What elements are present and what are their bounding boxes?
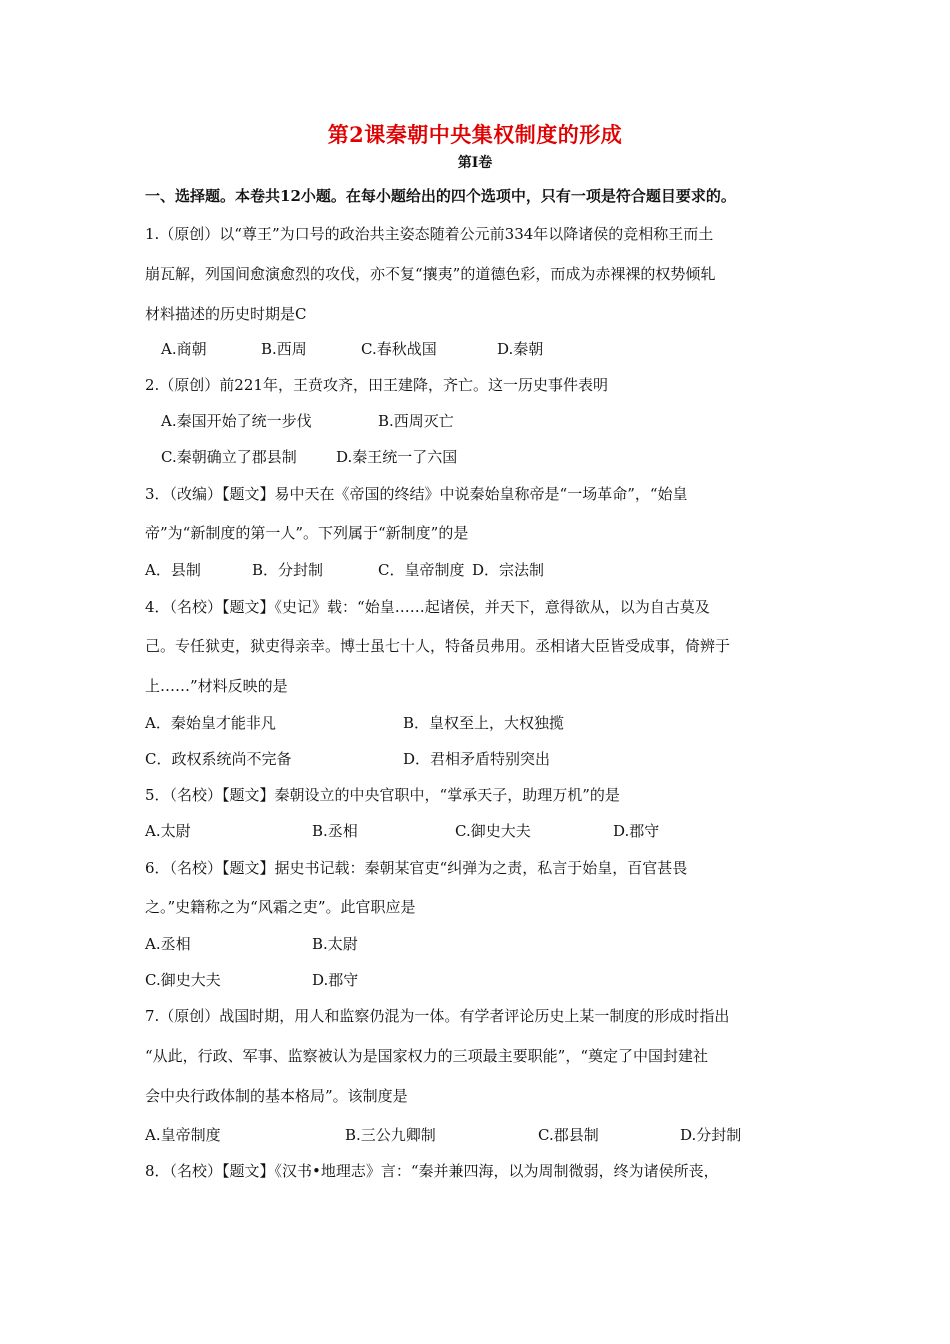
question-7-line-2: “从此，行政、军事、监察被认为是国家权力的三项最主要职能”，“奠定了中国封建社 [145,1047,709,1065]
question-6-option-c: C.御史大夫 [145,971,221,989]
question-4-option-c: C．政权系统尚不完备 [145,750,292,768]
question-6-option-a: A.丞相 [145,935,191,953]
question-7-option-a: A.皇帝制度 [145,1126,221,1144]
question-1-option-c: C.春秋战国 [361,340,437,358]
question-4-line-2: 己。专任狱吏，狱吏得亲幸。博士虽七十人，特备员弗用。丞相诸大臣皆受成事，倚辨于 [145,637,731,655]
question-2-line-1: 2.（原创）前221年，王贲攻齐，田王建降，齐亡。这一历史事件表明 [145,376,608,394]
question-2-option-a: A.秦国开始了统一步伐 [161,412,312,430]
question-3-option-a: A．县制 [145,561,201,579]
question-2-option-d: D.秦王统一了六国 [336,448,458,466]
question-5-option-b: B.丞相 [312,822,358,840]
question-3-line-2: 帝”为“新制度的第一人”。下列属于“新制度”的是 [145,524,469,542]
question-6-option-b: B.太尉 [312,935,358,953]
instructions: 一、选择题。本卷共12小题。在每小题给出的四个选项中，只有一项是符合题目要求的。 [145,187,736,205]
question-6-option-d: D.郡守 [312,971,359,989]
question-6-line-1: 6．（名校）【题文】据史书记载：秦朝某官吏“纠弹为之责，私言于始皇，百官甚畏 [145,859,688,877]
question-3-option-d: D．宗法制 [472,561,545,579]
question-5-line-1: 5．（名校）【题文】秦朝设立的中央官职中，“掌承天子，助理万机”的是 [145,786,620,804]
question-7-option-b: B.三公九卿制 [345,1126,436,1144]
question-7-line-3: 会中央行政体制的基本格局”。该制度是 [145,1087,408,1105]
question-4-option-d: D．君相矛盾特别突出 [403,750,551,768]
question-3-option-b: B．分封制 [252,561,324,579]
section-heading: 第Ⅰ卷 [457,155,493,171]
question-4-option-b: B．皇权至上，大权独揽 [403,714,565,732]
question-3-line-1: 3．（改编）【题文】易中天在《帝国的终结》中说秦始皇称帝是“一场革命”，“始皇 [145,485,688,503]
question-2-option-c: C.秦朝确立了郡县制 [161,448,297,466]
question-1-option-d: D.秦朝 [497,340,544,358]
question-1-line-2: 崩瓦解，列国间愈演愈烈的攻伐，亦不复“攘夷”的道德色彩，而成为赤裸裸的权势倾轧 [145,265,716,283]
question-1-line-1: 1.（原创）以“尊王”为口号的政治共主姿态随着公元前334年以降诸侯的竞相称王而土 [145,225,714,243]
question-5-option-c: C.御史大夫 [455,822,531,840]
question-5-option-a: A.太尉 [145,822,191,840]
question-1-line-3: 材料描述的历史时期是C [145,305,307,323]
question-7-option-c: C.郡县制 [538,1126,599,1144]
question-6-line-2: 之。”史籍称之为“风霜之吏”。此官职应是 [145,898,416,916]
question-1-option-a: A.商朝 [161,340,207,358]
question-4-line-1: 4．（名校）【题文】《史记》载：“始皇……起诸侯，并天下，意得欲从，以为自古莫及 [145,598,710,616]
question-4-option-a: A．秦始皇才能非凡 [145,714,276,732]
question-7-line-1: 7.（原创）战国时期，用人和监察仍混为一体。有学者评论历史上某一制度的形成时指出 [145,1007,730,1025]
question-5-option-d: D.郡守 [613,822,660,840]
question-2-option-b: B.西周灭亡 [378,412,454,430]
question-3-option-c: C．皇帝制度 [378,561,465,579]
question-8-line-1: 8．（名校）【题文】《汉书•地理志》言：“秦并兼四海，以为周制微弱，终为诸侯所丧， [145,1162,719,1180]
page-title: 第2课秦朝中央集权制度的形成 [327,122,623,147]
question-7-option-d: D.分封制 [680,1126,742,1144]
question-4-line-3: 上……”材料反映的是 [145,677,288,695]
question-1-option-b: B.西周 [261,340,307,358]
